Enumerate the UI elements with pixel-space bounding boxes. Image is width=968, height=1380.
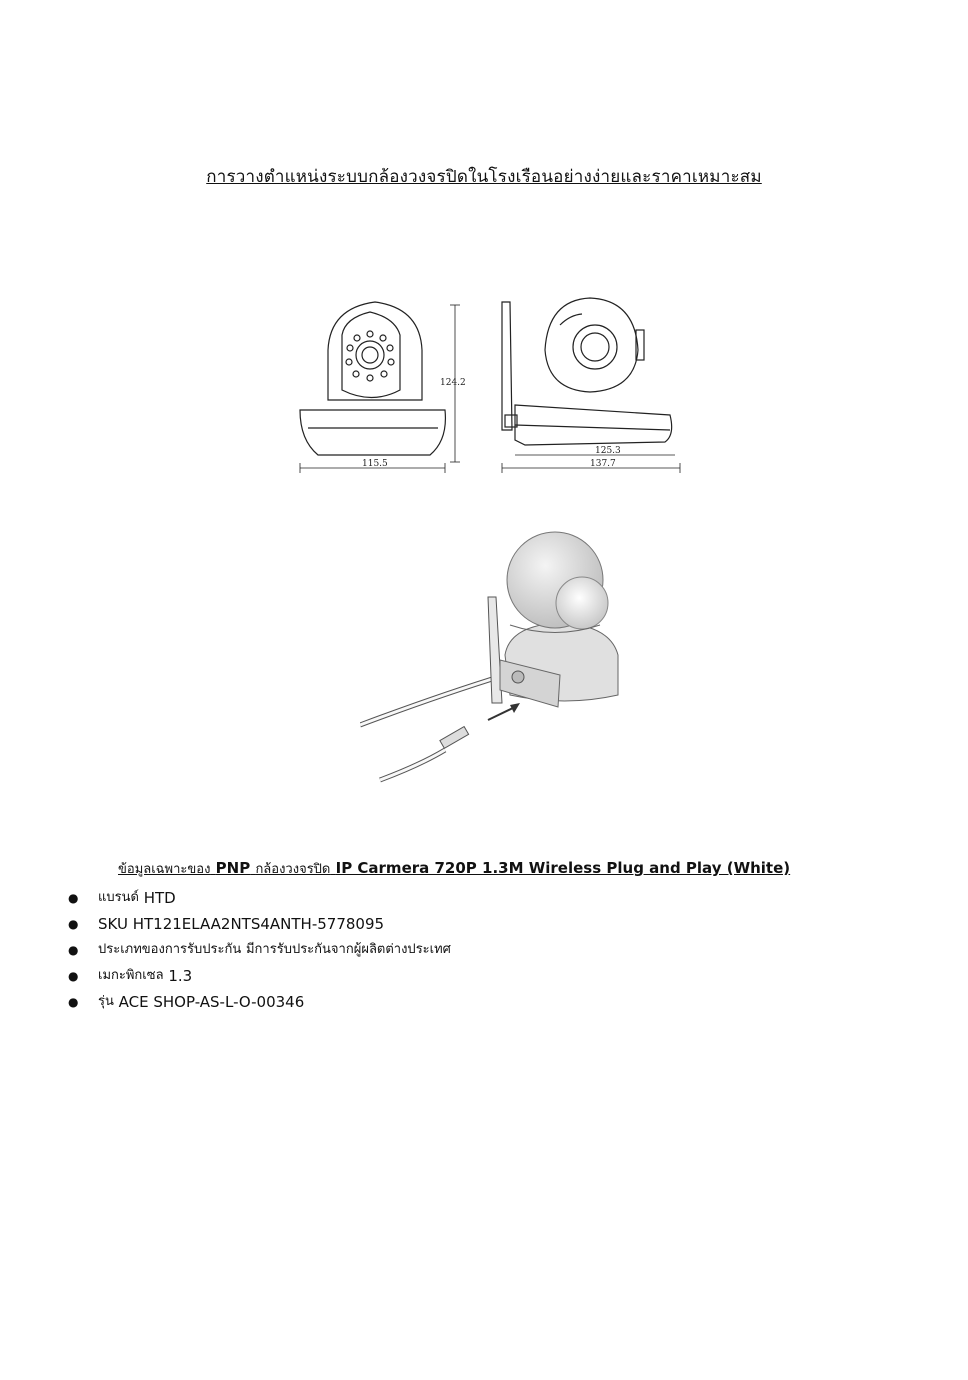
front-view-lens — [356, 341, 384, 369]
front-view-face — [342, 312, 400, 398]
dim-side-outer-label: 137.7 — [590, 459, 616, 469]
spec-item-warranty — [68, 937, 451, 963]
bullet-icon: ● — [68, 917, 79, 931]
spec-heading — [118, 858, 790, 879]
camera-lens — [556, 577, 608, 629]
page-title: การวางตำแหน่งระบบกล้องวงจรปิดในโรงเรือนอย่างง่ายและราคาเหมาะสม — [206, 167, 762, 187]
spec-value: ACE SHOP-AS-L-O-00346 — [118, 993, 305, 1011]
spec-value: HTD — [143, 889, 176, 907]
dim-side-inner-label: 125.3 — [595, 446, 621, 456]
front-view-base — [300, 410, 445, 455]
spec-item-megapixel — [68, 963, 451, 989]
spec-label: รุ่น — [98, 994, 114, 1009]
camera-connection-illustration — [360, 525, 640, 795]
bullet-icon: ● — [68, 969, 79, 983]
dim-front-width-label: 115.5 — [362, 459, 388, 469]
side-view-head — [545, 298, 638, 392]
dim-height-label: 124.2 — [440, 378, 466, 388]
spec-value: มีการรับประกันจากผู้ผลิตต่างประเทศ — [245, 942, 451, 957]
spec-label: ประเภทของการรับประกัน — [98, 942, 242, 957]
spec-item-model — [68, 989, 451, 1015]
spec-value: HT121ELAA2NTS4ANTH-5778095 — [132, 915, 385, 933]
spec-value: 1.3 — [168, 967, 193, 985]
camera-dimension-drawing — [290, 290, 690, 480]
side-view-antenna — [502, 302, 512, 430]
spec-label: เมกะพิกเซล — [98, 968, 164, 983]
bullet-icon: ● — [68, 943, 79, 957]
arrow-icon — [510, 703, 520, 713]
front-view-leds — [346, 331, 394, 381]
spec-label: SKU — [98, 915, 128, 933]
spec-item-brand — [68, 885, 451, 911]
spec-heading-prefix: ข้อมูลเฉพาะของ — [118, 862, 211, 877]
spec-heading-brand: PNP — [215, 859, 251, 877]
power-plug — [440, 727, 469, 749]
bullet-icon: ● — [68, 995, 79, 1009]
bullet-icon: ● — [68, 891, 79, 905]
spec-item-sku — [68, 911, 451, 937]
spec-heading-product: IP Carmera 720P 1.3M Wireless Plug and Play (White) — [335, 859, 791, 877]
spec-list — [68, 885, 451, 1015]
side-view-base — [515, 405, 672, 445]
spec-heading-mid: กล้องวงจรปิด — [255, 862, 331, 877]
side-view-lens — [573, 325, 617, 369]
spec-label: แบรนด์ — [98, 890, 139, 905]
